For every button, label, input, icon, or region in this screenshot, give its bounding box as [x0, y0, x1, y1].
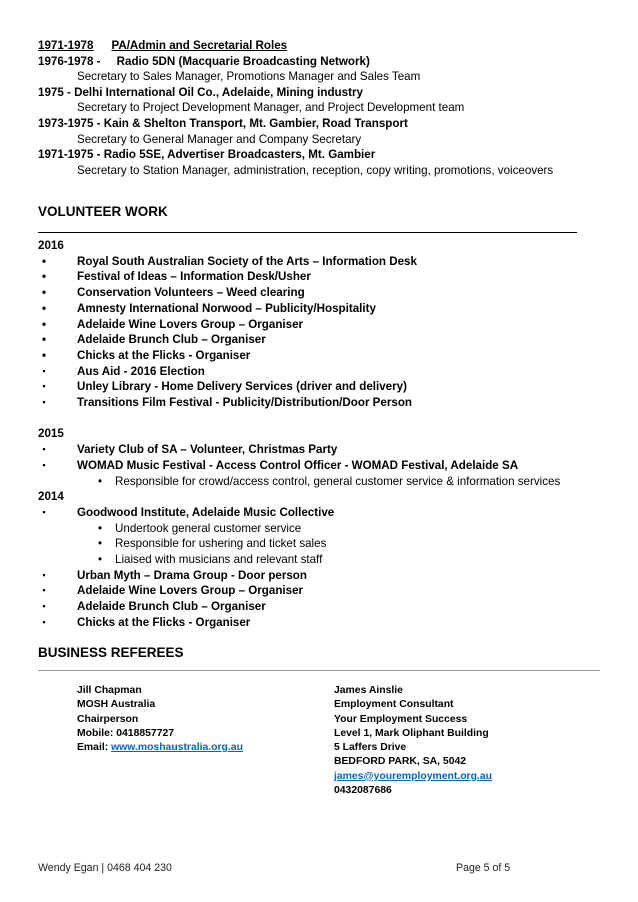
- list-item: [38, 269, 618, 285]
- employment-years: 1976-1978 -: [38, 54, 101, 68]
- referee-phone: 0432087686: [334, 785, 392, 797]
- sub-list-item-text: Responsible for ushering and ticket sales: [115, 537, 327, 551]
- referee-address: 5 Laffers Drive: [334, 742, 407, 754]
- bullet-icon: •: [98, 553, 103, 567]
- referee-org: MOSH Australia: [77, 699, 156, 711]
- bullet-icon: •: [98, 537, 103, 551]
- sub-list-item-text: Liaised with musicians and relevant staff: [115, 553, 323, 567]
- bullet-icon: •: [98, 474, 103, 488]
- employment-title: Radio 5DN (Macquarie Broadcasting Network): [116, 54, 370, 68]
- list-item-text: Adelaide Wine Lovers Group – Organiser: [77, 584, 304, 598]
- employment-years: 1975 -: [38, 85, 71, 99]
- employment-history: [38, 38, 598, 178]
- list-item: [38, 599, 618, 615]
- list-item-text: Adelaide Brunch Club – Organiser: [77, 333, 266, 347]
- bullet-icon: •: [41, 270, 47, 284]
- referee-address: Level 1, Mark Oliphant Building: [334, 727, 489, 739]
- employment-detail: Secretary to Station Manager, administration, reception, copy writing, promotions, voiceovers: [77, 163, 554, 177]
- square-bullet-icon: ▪: [42, 365, 46, 376]
- list-item: [38, 379, 618, 395]
- square-bullet-icon: ▪: [42, 585, 46, 596]
- bullet-icon: •: [41, 317, 47, 331]
- list-item-text: Unley Library - Home Delivery Services (driver and delivery): [77, 380, 407, 394]
- goodwood-sub-list: [38, 521, 618, 568]
- employment-years: 1971-1978: [38, 39, 94, 52]
- employment-heading-roles: [38, 38, 598, 54]
- referee-org: Your Employment Success: [334, 713, 468, 725]
- employment-detail: Secretary to General Manager and Company Secretary: [77, 132, 362, 146]
- referee-right: [334, 684, 492, 798]
- year-heading: 2016: [38, 239, 64, 252]
- list-item-text: WOMAD Music Festival - Access Control Officer - WOMAD Festival, Adelaide SA: [77, 458, 519, 472]
- list-item-text: Aus Aid - 2016 Election: [77, 364, 205, 378]
- referee-email-link[interactable]: www.moshaustralia.org.au: [111, 742, 243, 754]
- bullet-icon: •: [98, 521, 103, 535]
- list-item-text: Chicks at the Flicks - Organiser: [77, 615, 251, 629]
- section-rule: [38, 232, 577, 233]
- list-item-text: Goodwood Institute, Adelaide Music Collective: [77, 505, 335, 519]
- year-heading: 2014: [38, 490, 64, 504]
- list-item-text: Transitions Film Festival - Publicity/Distribution/Door Person: [77, 396, 412, 410]
- employment-title: Kain & Shelton Transport, Mt. Gambier, Road Transport: [103, 116, 408, 130]
- employment-entry: [38, 54, 598, 70]
- volunteer-heading: VOLUNTEER WORK: [38, 204, 168, 219]
- square-bullet-icon: ▪: [42, 459, 46, 470]
- employment-years: 1971-1975 -: [38, 148, 101, 162]
- list-item: [38, 254, 618, 270]
- employment-detail: Secretary to Project Development Manager, and Project Development team: [77, 101, 465, 115]
- list-item: [38, 348, 618, 364]
- square-bullet-icon: ▪: [42, 381, 46, 392]
- footer-page-number: Page 5 of 5: [456, 862, 511, 874]
- list-item-text: Variety Club of SA – Volunteer, Christmas Party: [77, 443, 338, 457]
- list-item: [38, 458, 618, 474]
- list-item: [38, 301, 618, 317]
- list-item-text: Urban Myth – Drama Group - Door person: [77, 568, 307, 582]
- list-item-text: Chicks at the Flicks - Organiser: [77, 348, 251, 362]
- list-item: [38, 583, 618, 599]
- square-bullet-icon: ▪: [42, 616, 46, 627]
- referee-role: Chairperson: [77, 713, 139, 725]
- year-heading: 2015: [38, 427, 64, 441]
- list-item-text: Amnesty International Norwood – Publicity/Hospitality: [77, 301, 376, 315]
- square-bullet-icon: ▪: [42, 397, 46, 408]
- referee-mobile: Mobile: 0418857727: [77, 727, 175, 739]
- square-bullet-icon: ▪: [42, 444, 46, 455]
- referee-name: James Ainslie: [334, 685, 403, 696]
- section-rule: [38, 670, 600, 671]
- referee-name: Jill Chapman: [77, 685, 142, 696]
- list-item: [38, 615, 618, 631]
- list-item-text: Festival of Ideas – Information Desk/Usher: [77, 270, 311, 284]
- square-bullet-icon: ▪: [42, 506, 46, 517]
- bullet-icon: •: [41, 254, 47, 268]
- square-bullet-icon: ▪: [42, 569, 46, 580]
- sub-list-item-text: Responsible for crowd/access control, general customer service & information services: [115, 474, 561, 488]
- employment-years: 1973-1975 -: [38, 116, 101, 130]
- bullet-icon: •: [41, 286, 47, 300]
- volunteer-list: [38, 238, 618, 631]
- list-item: [38, 317, 618, 333]
- list-item: [38, 568, 618, 584]
- employment-entry: [38, 116, 598, 132]
- list-item: [38, 364, 618, 380]
- list-item-text: Royal South Australian Society of the Arts – Information Desk: [77, 254, 417, 268]
- employment-detail: Secretary to Sales Manager, Promotions Manager and Sales Team: [77, 70, 421, 84]
- referee-address: BEDFORD PARK, SA, 5042: [334, 756, 467, 768]
- sub-list-item: [38, 536, 618, 552]
- referee-role: Employment Consultant: [334, 699, 454, 711]
- employment-entry: [38, 85, 598, 101]
- list-item: [38, 395, 618, 411]
- employment-title: Radio 5SE, Advertiser Broadcasters, Mt. Gambier: [103, 148, 376, 162]
- square-bullet-icon: ▪: [42, 601, 46, 612]
- referee-email-line: [77, 741, 243, 755]
- spacer: [38, 411, 618, 427]
- employment-title: Delhi International Oil Co., Adelaide, Mining industry: [74, 85, 363, 99]
- bullet-icon: •: [41, 333, 47, 347]
- sub-list-item: [38, 521, 618, 537]
- sub-list-item: [38, 552, 618, 568]
- employment-entry: [38, 147, 598, 163]
- list-item: [38, 442, 618, 458]
- sub-list-item: [38, 474, 618, 490]
- bullet-icon: •: [41, 301, 47, 315]
- list-item: [38, 285, 618, 301]
- employment-title: PA/Admin and Secretarial Roles: [111, 39, 288, 52]
- list-item: [38, 332, 618, 348]
- list-item-text: Adelaide Brunch Club – Organiser: [77, 600, 266, 614]
- volunteer-2016-list: [38, 254, 618, 411]
- volunteer-2015-list: [38, 442, 618, 489]
- list-item-text: Conservation Volunteers – Weed clearing: [77, 286, 305, 300]
- referee-email-link[interactable]: james@youremployment.org.au: [334, 770, 492, 782]
- referee-left: [77, 684, 243, 755]
- bullet-icon: •: [41, 348, 47, 362]
- volunteer-2014-list: [38, 568, 618, 631]
- footer-contact: Wendy Egan | 0468 404 230: [38, 862, 172, 874]
- email-label: Email:: [77, 742, 112, 754]
- list-item: [38, 505, 618, 521]
- referees-heading: BUSINESS REFEREES: [38, 645, 184, 660]
- sub-list-item-text: Undertook general customer service: [115, 521, 302, 535]
- list-item-text: Adelaide Wine Lovers Group – Organiser: [77, 317, 304, 331]
